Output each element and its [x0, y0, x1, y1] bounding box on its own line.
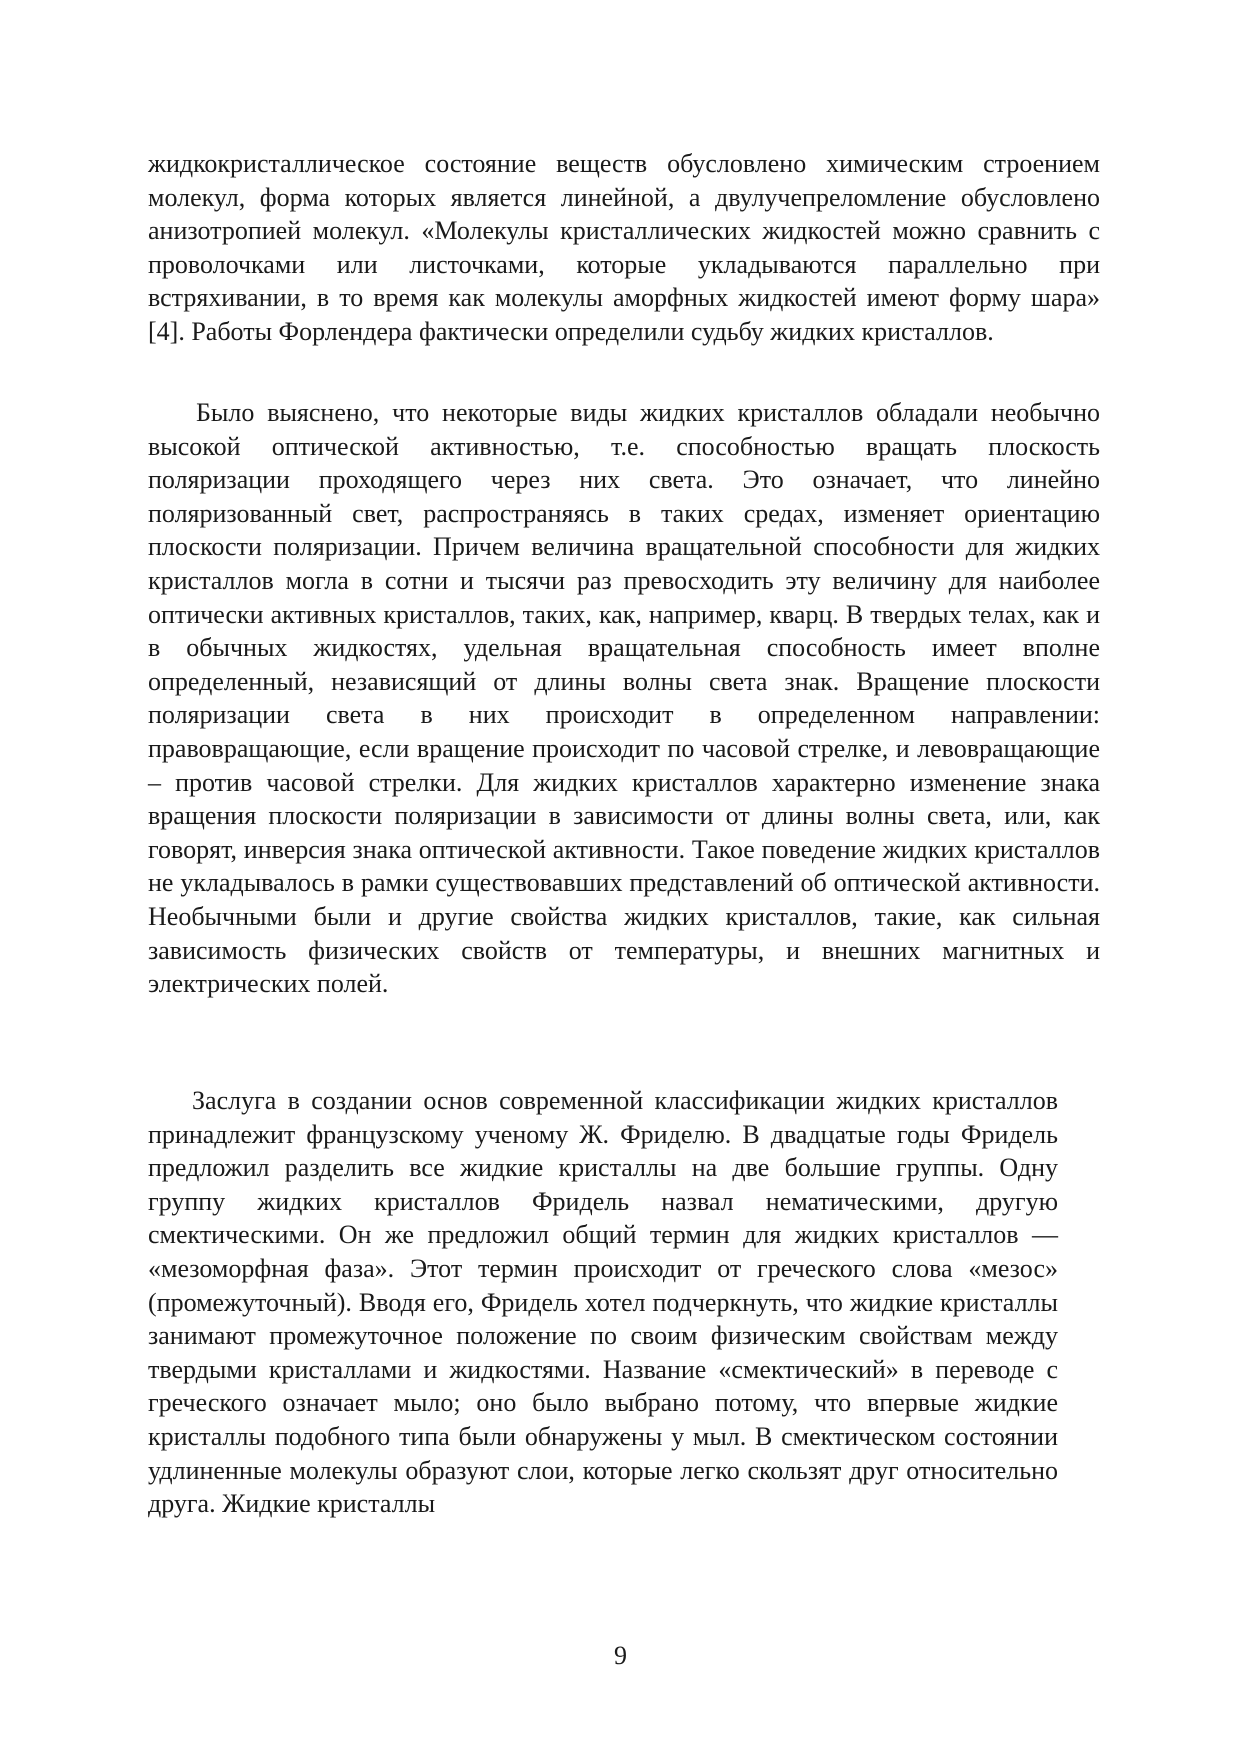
paragraph-2: Было выяснено, что некоторые виды жидких кристаллов обладали необычно высокой оптической активностью, т.е. способностью вращать плоскость поляризации проходящего через них света. Это означает, что линейно поляризованный свет, распространяясь в таких средах, изменяет ориентацию плоскости поляризации. Причем величина вращательной способности для жидких кристаллов могла в сотни и тысячи раз превосходить эту величину для наиболее оптически активных кристаллов, таких, как, например, кварц. В твердых телах, как и в обычных жидкостях, удельная вращательная способность имеет вполне определенный, независящий от длины волны света знак. Вращение плоскости поляризации света в них происходит в определенном направлении: правовращающие, если вращение происходит по часовой стрелке, и левовращающие – против часовой стрелки. Для жидких кристаллов характерно изменение знака вращения плоскости поляризации в зависимости от длины волны света, или, как говорят, инверсия знака оптической активности. Такое поведение жидких кристаллов не укладывалось в рамки существовавших представлений об оптической активности. Необычными были и другие свойства жидких кристаллов, такие, как сильная зависимость физических свойств от температуры, и внешних магнитных и электрических полей.	[148, 398, 1100, 999]
paragraph-3: Заслуга в создании основ современной классификации жидких кристаллов принадлежит французскому ученому Ж. Фриделю. В двадцатые годы Фридель предложил разделить все жидкие кристаллы на две большие группы. Одну группу жидких кристаллов Фридель назвал нематическими, другую смектическими. Он же предложил общий термин для жидких кристаллов — «мезоморфная фаза». Этот термин происходит от греческого слова «мезос» (промежуточный). Вводя его, Фридель хотел подчеркнуть, что жидкие кристаллы занимают промежуточное положение по своим физическим свойствам между твердыми кристаллами и жидкостями. Название «смектический» в переводе с греческого означает мыло; оно было выбрано потому, что впервые жидкие кристаллы подобного типа были обнаружены у мыл. В смектическом состоянии удлиненные молекулы образуют слои, которые легко скользят друг относительно друга. Жидкие кристаллы	[148, 1086, 1058, 1519]
page-number: 9	[614, 1641, 627, 1670]
paragraph-1: жидкокристаллическое состояние веществ обусловлено химическим строением молекул, форма которых является линейной, а двулучепреломление обусловлено анизотропией молекул. «Молекулы кристаллических жидкостей можно сравнить с проволочками или листочками, которые укладываются параллельно при встряхивании, в то время как молекулы аморфных жидкостей имеют форму шара» [4]. Работы Форлендера фактически определили судьбу жидких кристаллов.	[148, 149, 1100, 346]
